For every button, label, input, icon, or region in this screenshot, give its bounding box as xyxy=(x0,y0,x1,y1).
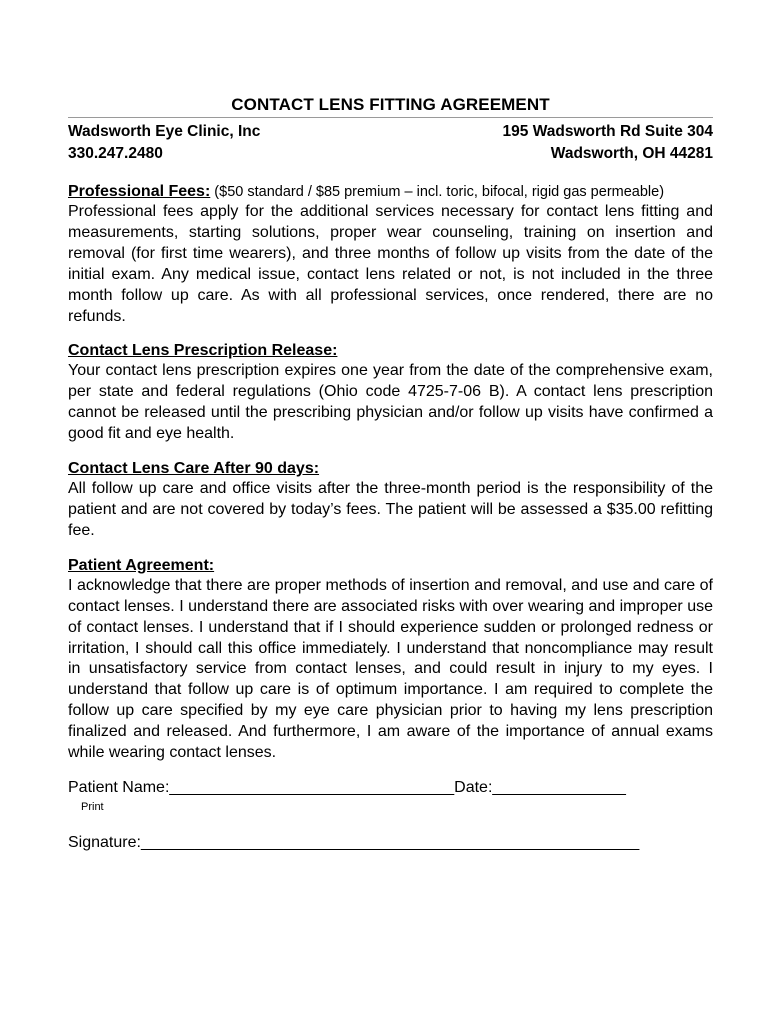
signature-field[interactable]: ________________________________________________________ xyxy=(140,833,640,851)
patient-name-row xyxy=(68,778,713,798)
date-label: Date: xyxy=(454,778,493,796)
section-professional-fees xyxy=(68,182,713,327)
fees-heading: Professional Fees: xyxy=(68,183,211,200)
agreement-page xyxy=(68,95,713,853)
fees-body: Professional fees apply for the additional services necessary for contact lens fitting and measurements, starting solutions, proper wear counseling, training on insertion and removal (for first time wearers), and three months of follow up visits from the date of the initial exam. Any medical issue, contact lens related or not, is not included in the three month follow up care. As with all professional services, once rendered, there are no refunds. xyxy=(68,203,713,325)
section-care-after-90-days xyxy=(68,459,713,542)
date-field[interactable]: _______________ xyxy=(492,778,626,796)
care-body: All follow up care and office visits after the three-month period is the responsibility of the patient and are not covered by today’s fees. The patient will be assessed a $35.00 refitting fee. xyxy=(68,480,713,539)
clinic-header xyxy=(68,121,713,165)
signature-row xyxy=(68,833,713,853)
signature-label: Signature: xyxy=(68,833,141,851)
release-body: Your contact lens prescription expires one year from the date of the comprehensive exam, per state and federal regulations (Ohio code 4725-7-06 B). A contact lens prescription cannot be released until the prescribing physician and/or follow up visits have confirmed a good fit and eye health. xyxy=(68,362,713,443)
care-heading: Contact Lens Care After 90 days: xyxy=(68,460,320,478)
clinic-contact xyxy=(68,121,260,165)
patient-name-label: Patient Name: xyxy=(68,778,170,796)
fees-heading-row xyxy=(68,182,713,202)
agreement-heading: Patient Agreement: xyxy=(68,556,215,574)
clinic-address xyxy=(503,121,713,165)
fees-note: ($50 standard / $85 premium – incl. toric, bifocal, rigid gas permeable) xyxy=(210,184,665,200)
release-heading: Contact Lens Prescription Release: xyxy=(68,342,338,360)
section-prescription-release xyxy=(68,341,713,445)
print-note: Print xyxy=(81,800,104,813)
clinic-phone: 330.247.2480 xyxy=(68,145,163,162)
clinic-address-line1: 195 Wadsworth Rd Suite 304 xyxy=(502,123,713,140)
document-title: CONTACT LENS FITTING AGREEMENT xyxy=(68,95,713,118)
section-patient-agreement xyxy=(68,556,713,764)
agreement-body: I acknowledge that there are proper methods of insertion and removal, and use and care of contact lenses. I understand there are associated risks with over wearing and improper use of contact lenses. I understand that if I should experience sudden or prolonged redness or irritation, I should call this office immediately. I understand that noncompliance may result in unsatisfactory service from contact lenses, and could result in injury to my eyes. I understand that follow up care is of optimum importance. I am required to complete the follow up care specified by my eye care physician prior to having my lens prescription finalized and released. And furthermore, I am aware of the importance of annual exams while wearing contact lenses. xyxy=(68,576,713,762)
clinic-address-line2: Wadsworth, OH 44281 xyxy=(550,145,713,162)
patient-name-field[interactable]: ________________________________ xyxy=(169,778,455,796)
clinic-name: Wadsworth Eye Clinic, Inc xyxy=(68,123,261,140)
